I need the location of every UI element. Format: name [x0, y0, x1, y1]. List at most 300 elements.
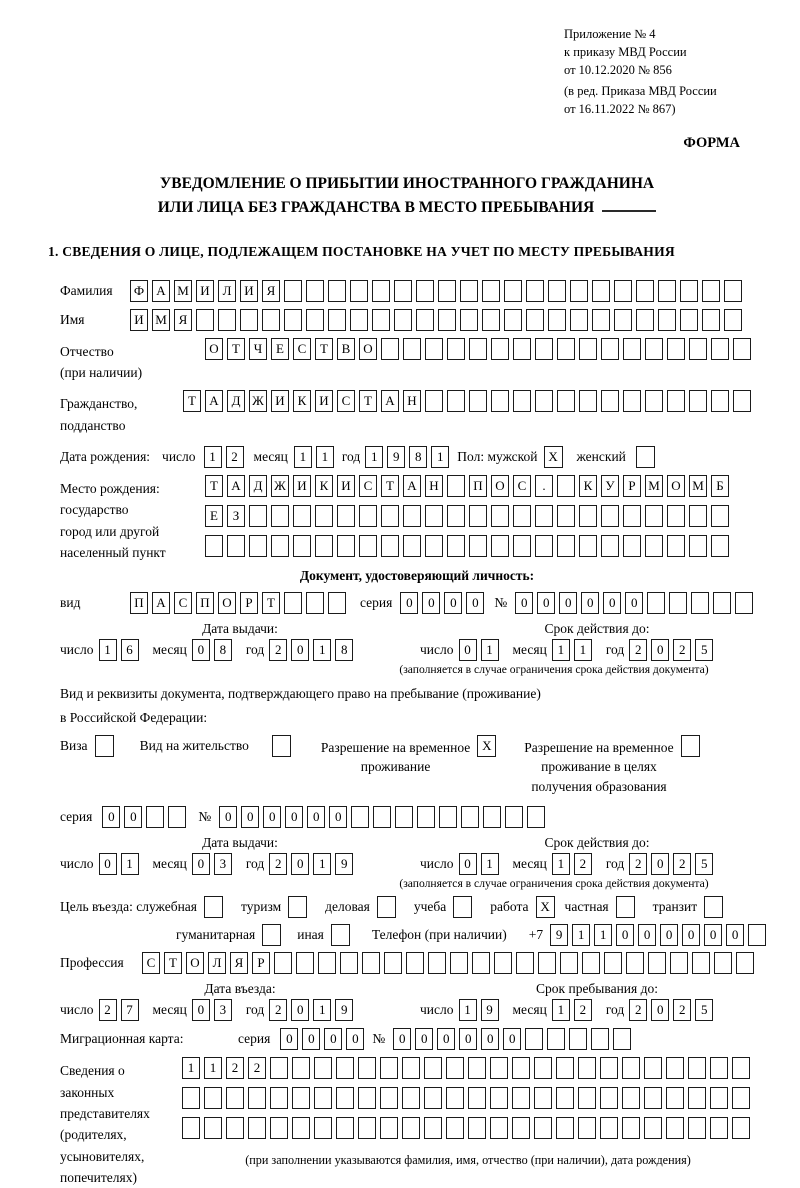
entry-day-cell[interactable]: 7: [121, 999, 139, 1021]
birthplace-cell[interactable]: [623, 535, 641, 557]
sex-male-checkbox[interactable]: X: [544, 446, 563, 468]
patronymic-cell[interactable]: Т: [315, 338, 333, 360]
profession-cell[interactable]: О: [186, 952, 204, 974]
legal-reps-cell[interactable]: [710, 1057, 728, 1079]
legal-reps-cell[interactable]: [226, 1117, 244, 1139]
patronymic-cell[interactable]: В: [337, 338, 355, 360]
res-valid-month-cell[interactable]: 1: [552, 853, 570, 875]
given-name-cell[interactable]: И: [130, 309, 148, 331]
birth-month-cell[interactable]: 1: [294, 446, 312, 468]
profession-cell[interactable]: Я: [230, 952, 248, 974]
surname-cell[interactable]: [328, 280, 346, 302]
doc-type-cell[interactable]: [328, 592, 346, 614]
birthplace-cell[interactable]: [469, 535, 487, 557]
given-name-cell[interactable]: [658, 309, 676, 331]
res-seriya-cell[interactable]: [146, 806, 164, 828]
profession-cell[interactable]: [604, 952, 622, 974]
legal-reps-cell[interactable]: [512, 1117, 530, 1139]
res-seriya-cell[interactable]: 0: [124, 806, 142, 828]
doc-issue-year-cell[interactable]: 1: [313, 639, 331, 661]
legal-reps-cell[interactable]: [732, 1057, 750, 1079]
legal-reps-cell[interactable]: [446, 1057, 464, 1079]
purpose-work-checkbox[interactable]: X: [536, 896, 555, 918]
birthplace-cell[interactable]: [293, 535, 311, 557]
purpose-tourism-checkbox[interactable]: [288, 896, 307, 918]
entry-year-cell[interactable]: 1: [313, 999, 331, 1021]
profession-cell[interactable]: [274, 952, 292, 974]
visa-checkbox[interactable]: [95, 735, 114, 757]
legal-reps-cell[interactable]: [270, 1057, 288, 1079]
given-name-cell[interactable]: [350, 309, 368, 331]
entry-year-cell[interactable]: 0: [291, 999, 309, 1021]
doc-number-cell[interactable]: 0: [625, 592, 643, 614]
doc-type-cell[interactable]: [284, 592, 302, 614]
legal-reps-cell[interactable]: [358, 1057, 376, 1079]
res-issue-year-cell[interactable]: 0: [291, 853, 309, 875]
birthplace-cell[interactable]: [601, 535, 619, 557]
temp-residence-checkbox[interactable]: X: [477, 735, 496, 757]
entry-year-cell[interactable]: 9: [335, 999, 353, 1021]
birthplace-cell[interactable]: [403, 505, 421, 527]
doc-seriya-cell[interactable]: 0: [466, 592, 484, 614]
birthplace-cell[interactable]: [535, 535, 553, 557]
citizenship-cell[interactable]: [513, 390, 531, 412]
legal-reps-cell[interactable]: [182, 1087, 200, 1109]
given-name-cell[interactable]: [724, 309, 742, 331]
legal-reps-cell[interactable]: [446, 1117, 464, 1139]
birthplace-cell[interactable]: [249, 535, 267, 557]
res-valid-month-cell[interactable]: 2: [574, 853, 592, 875]
legal-reps-cell[interactable]: [314, 1117, 332, 1139]
phone-digit-cell[interactable]: [748, 924, 766, 946]
profession-cell[interactable]: [362, 952, 380, 974]
surname-cell[interactable]: [724, 280, 742, 302]
profession-cell[interactable]: [318, 952, 336, 974]
doc-type-cell[interactable]: П: [130, 592, 148, 614]
given-name-cell[interactable]: [460, 309, 478, 331]
surname-cell[interactable]: [438, 280, 456, 302]
birthplace-cell[interactable]: И: [337, 475, 355, 497]
legal-reps-cell[interactable]: [512, 1057, 530, 1079]
birthplace-cell[interactable]: [359, 505, 377, 527]
birthplace-cell[interactable]: [557, 535, 575, 557]
profession-cell[interactable]: [560, 952, 578, 974]
patronymic-cell[interactable]: [513, 338, 531, 360]
doc-type-cell[interactable]: С: [174, 592, 192, 614]
birthplace-cell[interactable]: [557, 505, 575, 527]
legal-reps-cell[interactable]: [512, 1087, 530, 1109]
mc-number-cell[interactable]: [569, 1028, 587, 1050]
patronymic-cell[interactable]: [557, 338, 575, 360]
surname-cell[interactable]: И: [196, 280, 214, 302]
citizenship-cell[interactable]: И: [315, 390, 333, 412]
citizenship-cell[interactable]: И: [271, 390, 289, 412]
doc-issue-year-cell[interactable]: 0: [291, 639, 309, 661]
given-name-cell[interactable]: [592, 309, 610, 331]
legal-reps-cell[interactable]: [556, 1087, 574, 1109]
citizenship-cell[interactable]: Т: [183, 390, 201, 412]
surname-cell[interactable]: [614, 280, 632, 302]
birth-year-cell[interactable]: 9: [387, 446, 405, 468]
birth-day-cell[interactable]: 2: [226, 446, 244, 468]
birthplace-cell[interactable]: [513, 505, 531, 527]
phone-digit-cell[interactable]: 0: [660, 924, 678, 946]
birthplace-cell[interactable]: Н: [425, 475, 443, 497]
surname-cell[interactable]: [306, 280, 324, 302]
legal-reps-cell[interactable]: [490, 1117, 508, 1139]
patronymic-cell[interactable]: [447, 338, 465, 360]
doc-valid-day-cell[interactable]: 0: [459, 639, 477, 661]
birthplace-cell[interactable]: С: [513, 475, 531, 497]
doc-valid-year-cell[interactable]: 5: [695, 639, 713, 661]
res-number-cell[interactable]: 0: [329, 806, 347, 828]
stay-day-cell[interactable]: 1: [459, 999, 477, 1021]
birthplace-cell[interactable]: [579, 535, 597, 557]
legal-reps-cell[interactable]: [578, 1057, 596, 1079]
res-seriya-cell[interactable]: 0: [102, 806, 120, 828]
legal-reps-cell[interactable]: [424, 1087, 442, 1109]
res-valid-year-cell[interactable]: 5: [695, 853, 713, 875]
legal-reps-cell[interactable]: [600, 1117, 618, 1139]
citizenship-cell[interactable]: [623, 390, 641, 412]
legal-reps-cell[interactable]: [380, 1057, 398, 1079]
patronymic-cell[interactable]: [711, 338, 729, 360]
surname-cell[interactable]: [350, 280, 368, 302]
legal-reps-cell[interactable]: [600, 1057, 618, 1079]
doc-seriya-cell[interactable]: 0: [400, 592, 418, 614]
surname-cell[interactable]: [284, 280, 302, 302]
given-name-cell[interactable]: [680, 309, 698, 331]
birthplace-cell[interactable]: З: [227, 505, 245, 527]
birthplace-cell[interactable]: [689, 505, 707, 527]
legal-reps-cell[interactable]: [468, 1117, 486, 1139]
patronymic-cell[interactable]: [403, 338, 421, 360]
stay-month-cell[interactable]: 2: [574, 999, 592, 1021]
res-number-cell[interactable]: [483, 806, 501, 828]
mc-number-cell[interactable]: [525, 1028, 543, 1050]
birthplace-cell[interactable]: М: [645, 475, 663, 497]
legal-reps-cell[interactable]: [710, 1117, 728, 1139]
birthplace-cell[interactable]: К: [579, 475, 597, 497]
legal-reps-cell[interactable]: [292, 1087, 310, 1109]
given-name-cell[interactable]: [306, 309, 324, 331]
patronymic-cell[interactable]: [623, 338, 641, 360]
legal-reps-cell[interactable]: [534, 1117, 552, 1139]
legal-reps-cell[interactable]: [226, 1087, 244, 1109]
surname-cell[interactable]: [482, 280, 500, 302]
stay-year-cell[interactable]: 5: [695, 999, 713, 1021]
citizenship-cell[interactable]: Ж: [249, 390, 267, 412]
citizenship-cell[interactable]: [733, 390, 751, 412]
stay-year-cell[interactable]: 0: [651, 999, 669, 1021]
profession-cell[interactable]: Т: [164, 952, 182, 974]
birthplace-cell[interactable]: [403, 535, 421, 557]
doc-valid-month-cell[interactable]: 1: [552, 639, 570, 661]
patronymic-cell[interactable]: Ч: [249, 338, 267, 360]
surname-cell[interactable]: А: [152, 280, 170, 302]
profession-cell[interactable]: [692, 952, 710, 974]
doc-valid-day-cell[interactable]: 1: [481, 639, 499, 661]
phone-digit-cell[interactable]: 0: [638, 924, 656, 946]
given-name-cell[interactable]: [394, 309, 412, 331]
birthplace-cell[interactable]: .: [535, 475, 553, 497]
legal-reps-cell[interactable]: [380, 1087, 398, 1109]
legal-reps-cell[interactable]: [732, 1087, 750, 1109]
res-valid-year-cell[interactable]: 2: [673, 853, 691, 875]
stay-month-cell[interactable]: 1: [552, 999, 570, 1021]
purpose-other-checkbox[interactable]: [331, 924, 350, 946]
doc-number-cell[interactable]: [669, 592, 687, 614]
birthplace-cell[interactable]: П: [469, 475, 487, 497]
profession-cell[interactable]: Р: [252, 952, 270, 974]
birthplace-cell[interactable]: А: [403, 475, 421, 497]
res-number-cell[interactable]: [395, 806, 413, 828]
birthplace-cell[interactable]: [315, 535, 333, 557]
doc-type-cell[interactable]: А: [152, 592, 170, 614]
birthplace-cell[interactable]: [579, 505, 597, 527]
doc-issue-month-cell[interactable]: 0: [192, 639, 210, 661]
patronymic-cell[interactable]: [381, 338, 399, 360]
legal-reps-cell[interactable]: 2: [226, 1057, 244, 1079]
given-name-cell[interactable]: [438, 309, 456, 331]
legal-reps-cell[interactable]: 2: [248, 1057, 266, 1079]
doc-number-cell[interactable]: 0: [515, 592, 533, 614]
legal-reps-cell[interactable]: [490, 1057, 508, 1079]
birthplace-cell[interactable]: [249, 505, 267, 527]
birthplace-cell[interactable]: А: [227, 475, 245, 497]
given-name-cell[interactable]: [262, 309, 280, 331]
entry-day-cell[interactable]: 2: [99, 999, 117, 1021]
legal-reps-cell[interactable]: [402, 1087, 420, 1109]
citizenship-cell[interactable]: Д: [227, 390, 245, 412]
surname-cell[interactable]: Я: [262, 280, 280, 302]
res-valid-year-cell[interactable]: 2: [629, 853, 647, 875]
citizenship-cell[interactable]: [645, 390, 663, 412]
surname-cell[interactable]: И: [240, 280, 258, 302]
profession-cell[interactable]: [384, 952, 402, 974]
legal-reps-cell[interactable]: [380, 1117, 398, 1139]
surname-cell[interactable]: [526, 280, 544, 302]
legal-reps-cell[interactable]: [578, 1117, 596, 1139]
given-name-cell[interactable]: [548, 309, 566, 331]
legal-reps-cell[interactable]: [666, 1057, 684, 1079]
mc-number-cell[interactable]: 0: [393, 1028, 411, 1050]
patronymic-cell[interactable]: Е: [271, 338, 289, 360]
birth-month-cell[interactable]: 1: [316, 446, 334, 468]
doc-valid-year-cell[interactable]: 0: [651, 639, 669, 661]
given-name-cell[interactable]: [570, 309, 588, 331]
birthplace-cell[interactable]: Р: [623, 475, 641, 497]
res-valid-day-cell[interactable]: 1: [481, 853, 499, 875]
profession-cell[interactable]: [714, 952, 732, 974]
res-number-cell[interactable]: [461, 806, 479, 828]
citizenship-cell[interactable]: А: [205, 390, 223, 412]
birthplace-cell[interactable]: [337, 535, 355, 557]
profession-cell[interactable]: [516, 952, 534, 974]
surname-cell[interactable]: М: [174, 280, 192, 302]
legal-reps-cell[interactable]: [446, 1087, 464, 1109]
temp-residence-education-checkbox[interactable]: [681, 735, 700, 757]
res-seriya-cell[interactable]: [168, 806, 186, 828]
birthplace-cell[interactable]: [689, 535, 707, 557]
patronymic-cell[interactable]: [601, 338, 619, 360]
legal-reps-cell[interactable]: [490, 1087, 508, 1109]
mc-number-cell[interactable]: 0: [437, 1028, 455, 1050]
profession-cell[interactable]: [428, 952, 446, 974]
given-name-cell[interactable]: [416, 309, 434, 331]
birthplace-cell[interactable]: [557, 475, 575, 497]
legal-reps-cell[interactable]: [666, 1087, 684, 1109]
citizenship-cell[interactable]: [689, 390, 707, 412]
legal-reps-cell[interactable]: [424, 1117, 442, 1139]
citizenship-cell[interactable]: Т: [359, 390, 377, 412]
birthplace-cell[interactable]: [667, 535, 685, 557]
given-name-cell[interactable]: [284, 309, 302, 331]
birthplace-cell[interactable]: [271, 535, 289, 557]
doc-number-cell[interactable]: [691, 592, 709, 614]
res-number-cell[interactable]: [373, 806, 391, 828]
doc-number-cell[interactable]: 0: [537, 592, 555, 614]
legal-reps-cell[interactable]: [292, 1117, 310, 1139]
stay-day-cell[interactable]: 9: [481, 999, 499, 1021]
sex-female-checkbox[interactable]: [636, 446, 655, 468]
birthplace-cell[interactable]: [205, 535, 223, 557]
res-issue-year-cell[interactable]: 2: [269, 853, 287, 875]
res-issue-month-cell[interactable]: 3: [214, 853, 232, 875]
legal-reps-cell[interactable]: [556, 1057, 574, 1079]
birthplace-cell[interactable]: Т: [381, 475, 399, 497]
profession-cell[interactable]: [648, 952, 666, 974]
birthplace-cell[interactable]: К: [315, 475, 333, 497]
surname-cell[interactable]: Л: [218, 280, 236, 302]
patronymic-cell[interactable]: О: [359, 338, 377, 360]
patronymic-cell[interactable]: [645, 338, 663, 360]
legal-reps-cell[interactable]: [732, 1117, 750, 1139]
doc-type-cell[interactable]: Т: [262, 592, 280, 614]
legal-reps-cell[interactable]: [314, 1087, 332, 1109]
surname-cell[interactable]: [680, 280, 698, 302]
mc-seriya-cell[interactable]: 0: [346, 1028, 364, 1050]
surname-cell[interactable]: [592, 280, 610, 302]
purpose-transit-checkbox[interactable]: [704, 896, 723, 918]
phone-digit-cell[interactable]: 0: [682, 924, 700, 946]
birthplace-cell[interactable]: [425, 505, 443, 527]
birthplace-cell[interactable]: [447, 505, 465, 527]
citizenship-cell[interactable]: Н: [403, 390, 421, 412]
given-name-cell[interactable]: [218, 309, 236, 331]
phone-digit-cell[interactable]: 0: [616, 924, 634, 946]
surname-cell[interactable]: [394, 280, 412, 302]
given-name-cell[interactable]: [504, 309, 522, 331]
legal-reps-cell[interactable]: [270, 1087, 288, 1109]
birthplace-cell[interactable]: [293, 505, 311, 527]
patronymic-cell[interactable]: [667, 338, 685, 360]
birthplace-cell[interactable]: О: [667, 475, 685, 497]
doc-type-cell[interactable]: [306, 592, 324, 614]
doc-valid-year-cell[interactable]: 2: [629, 639, 647, 661]
surname-cell[interactable]: [570, 280, 588, 302]
entry-month-cell[interactable]: 0: [192, 999, 210, 1021]
given-name-cell[interactable]: [240, 309, 258, 331]
legal-reps-cell[interactable]: [468, 1087, 486, 1109]
birthplace-cell[interactable]: [645, 505, 663, 527]
profession-cell[interactable]: [494, 952, 512, 974]
profession-cell[interactable]: [736, 952, 754, 974]
profession-cell[interactable]: [626, 952, 644, 974]
legal-reps-cell[interactable]: 1: [182, 1057, 200, 1079]
mc-number-cell[interactable]: 0: [503, 1028, 521, 1050]
given-name-cell[interactable]: [614, 309, 632, 331]
doc-number-cell[interactable]: [735, 592, 753, 614]
mc-number-cell[interactable]: [591, 1028, 609, 1050]
citizenship-cell[interactable]: [447, 390, 465, 412]
phone-digit-cell[interactable]: 1: [594, 924, 612, 946]
birthplace-cell[interactable]: [469, 505, 487, 527]
birthplace-cell[interactable]: [711, 535, 729, 557]
legal-reps-cell[interactable]: [336, 1117, 354, 1139]
legal-reps-cell[interactable]: [688, 1057, 706, 1079]
mc-number-cell[interactable]: [547, 1028, 565, 1050]
surname-cell[interactable]: Ф: [130, 280, 148, 302]
surname-cell[interactable]: [416, 280, 434, 302]
citizenship-cell[interactable]: [425, 390, 443, 412]
birthplace-cell[interactable]: [645, 535, 663, 557]
doc-number-cell[interactable]: [713, 592, 731, 614]
doc-valid-month-cell[interactable]: 1: [574, 639, 592, 661]
patronymic-cell[interactable]: [535, 338, 553, 360]
citizenship-cell[interactable]: К: [293, 390, 311, 412]
patronymic-cell[interactable]: [689, 338, 707, 360]
surname-cell[interactable]: [372, 280, 390, 302]
mc-number-cell[interactable]: 0: [481, 1028, 499, 1050]
legal-reps-cell[interactable]: [182, 1117, 200, 1139]
citizenship-cell[interactable]: [601, 390, 619, 412]
legal-reps-cell[interactable]: [578, 1087, 596, 1109]
birthplace-cell[interactable]: [337, 505, 355, 527]
profession-cell[interactable]: [670, 952, 688, 974]
profession-cell[interactable]: [450, 952, 468, 974]
legal-reps-cell[interactable]: [424, 1057, 442, 1079]
citizenship-cell[interactable]: [579, 390, 597, 412]
birthplace-cell[interactable]: [381, 505, 399, 527]
patronymic-cell[interactable]: О: [205, 338, 223, 360]
legal-reps-cell[interactable]: [666, 1117, 684, 1139]
citizenship-cell[interactable]: [535, 390, 553, 412]
legal-reps-cell[interactable]: [710, 1087, 728, 1109]
patronymic-cell[interactable]: [469, 338, 487, 360]
birthplace-cell[interactable]: [447, 475, 465, 497]
citizenship-cell[interactable]: [711, 390, 729, 412]
patronymic-cell[interactable]: Т: [227, 338, 245, 360]
res-number-cell[interactable]: 0: [263, 806, 281, 828]
birthplace-cell[interactable]: Б: [711, 475, 729, 497]
legal-reps-cell[interactable]: [204, 1087, 222, 1109]
legal-reps-cell[interactable]: [402, 1057, 420, 1079]
given-name-cell[interactable]: [196, 309, 214, 331]
res-number-cell[interactable]: 0: [307, 806, 325, 828]
patronymic-cell[interactable]: [425, 338, 443, 360]
doc-issue-day-cell[interactable]: 1: [99, 639, 117, 661]
legal-reps-cell[interactable]: [556, 1117, 574, 1139]
mc-seriya-cell[interactable]: 0: [324, 1028, 342, 1050]
res-issue-year-cell[interactable]: 9: [335, 853, 353, 875]
doc-valid-year-cell[interactable]: 2: [673, 639, 691, 661]
doc-number-cell[interactable]: 0: [581, 592, 599, 614]
legal-reps-cell[interactable]: [204, 1117, 222, 1139]
res-issue-month-cell[interactable]: 0: [192, 853, 210, 875]
res-issue-day-cell[interactable]: 0: [99, 853, 117, 875]
legal-reps-cell[interactable]: [336, 1087, 354, 1109]
